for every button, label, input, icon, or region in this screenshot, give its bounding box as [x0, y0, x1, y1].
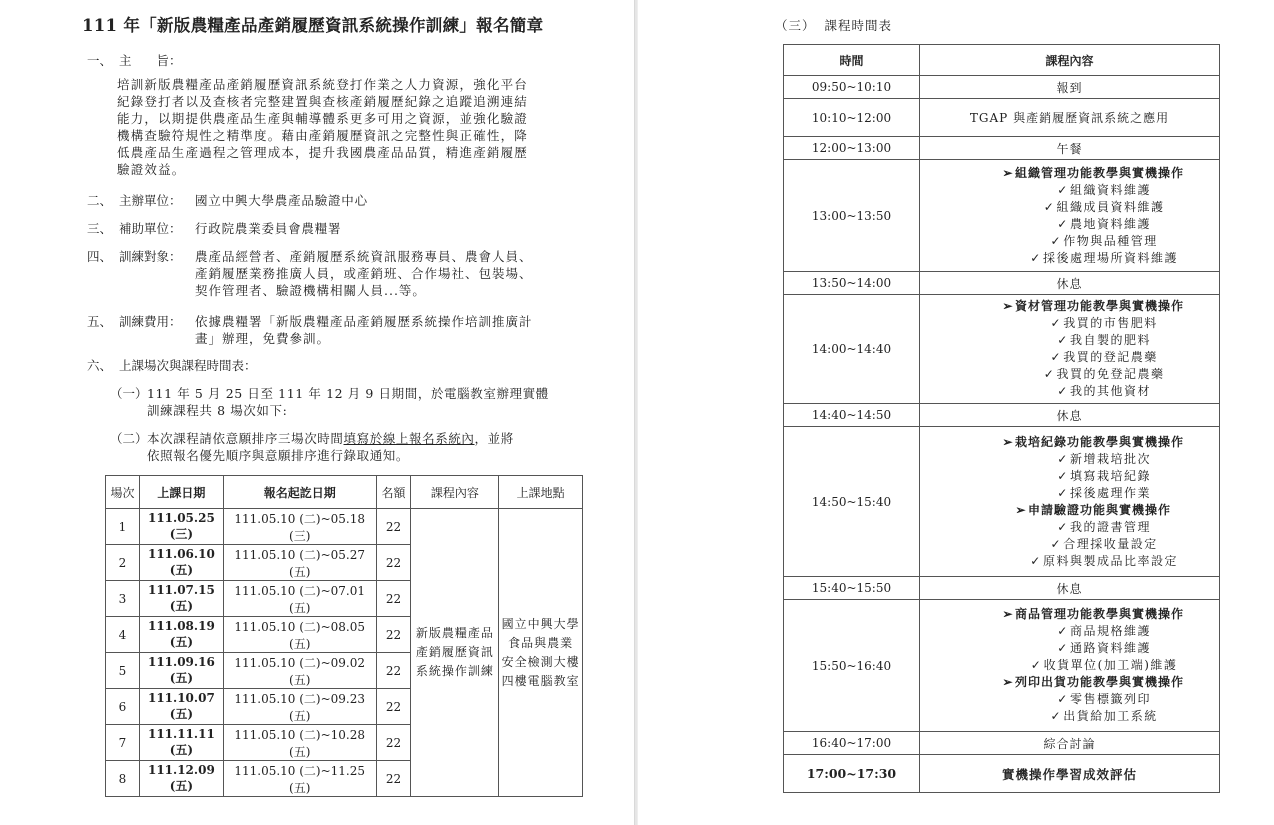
underlined-text: 填寫於線上報名系統內 — [343, 431, 475, 446]
quota: 22 — [376, 617, 411, 653]
module-item-text: 我買的市售肥料 — [1063, 316, 1158, 330]
class-date: 111.05.25 (三) — [139, 509, 223, 545]
section-number: 五、 — [87, 314, 113, 329]
check-icon: ✓ — [1057, 624, 1069, 638]
course-content: TGAP 與產銷履歷資訊系統之應用 — [920, 99, 1220, 137]
paragraph-line: 驗證效益。 — [117, 162, 186, 177]
module-item-text: 採後處理場所資料維護 — [1042, 250, 1178, 265]
section-label: 主 旨： — [119, 53, 182, 68]
section-number: 六、 — [87, 358, 113, 373]
schedule-subtitle — [775, 16, 892, 34]
target-lines — [195, 248, 533, 299]
session-number: 2 — [106, 545, 140, 581]
module-item-text: 我的證書管理 — [1069, 519, 1151, 534]
paragraph-line: 低農產品生產過程之管理成本，提升我國農產品品質，精進產銷履歷 — [117, 145, 529, 160]
session-number: 4 — [106, 617, 140, 653]
check-icon: ✓ — [1057, 216, 1069, 231]
module-item — [966, 383, 1219, 400]
class-date: 111.09.16 (五) — [139, 653, 223, 689]
module-item-text: 新增栽培批次 — [1069, 451, 1151, 466]
module-item — [966, 553, 1219, 570]
time-slot: 13:00~13:50 — [784, 160, 920, 272]
class-date: 111.08.19 (五) — [139, 617, 223, 653]
location-line: 國立中興大學 — [501, 616, 580, 631]
schedule-row — [784, 404, 1220, 427]
paragraph-line: 培訓新版農糧產品產銷履歷資訊系統登打作業之人力資源，強化平台 — [117, 77, 529, 92]
registration-period: 111.05.10 (二)~08.05 (五) — [223, 617, 376, 653]
module-item-text: 我買的登記農藥 — [1063, 350, 1158, 364]
section-label: 訓練對象： — [119, 249, 182, 264]
paragraph-line: 農產品經營者、產銷履歷系統資訊服務專員、農會人員、 — [195, 249, 533, 264]
module-item-text: 商品規格維護 — [1069, 624, 1151, 638]
check-icon: ✓ — [1057, 641, 1069, 655]
class-date: 111.10.07 (五) — [139, 689, 223, 725]
session-number: 1 — [106, 509, 140, 545]
course-content: 休息 — [920, 404, 1220, 427]
schedule-row — [784, 160, 1220, 272]
time-slot: 14:50~15:40 — [784, 427, 920, 577]
section-number: 三、 — [87, 221, 113, 236]
content-line: 產銷履歷資訊 — [415, 645, 494, 659]
session-number: 7 — [106, 725, 140, 761]
time-slot: 15:40~15:50 — [784, 577, 920, 600]
module-item-text: 通路資料維護 — [1069, 641, 1151, 655]
check-icon: ✓ — [1057, 451, 1069, 466]
content-line: 新版農糧產品 — [415, 626, 494, 640]
registration-period: 111.05.10 (二)~05.18 (三) — [223, 509, 376, 545]
module-item-text: 合理採收量設定 — [1063, 536, 1158, 551]
header-class-date: 上課日期 — [139, 476, 223, 509]
module-item — [966, 485, 1219, 502]
module-item-text: 我的其他資材 — [1069, 384, 1151, 398]
module-item — [966, 199, 1219, 216]
quota: 22 — [376, 581, 411, 617]
location-line: 安全檢測大樓 — [501, 654, 580, 669]
time-slot: 17:00~17:30 — [784, 755, 920, 793]
time-slot: 14:00~14:40 — [784, 295, 920, 404]
module-item-text: 組織資料維護 — [1069, 182, 1151, 197]
module-item — [966, 216, 1219, 233]
table-header-row — [784, 45, 1220, 76]
schedule-row — [784, 295, 1220, 404]
module-item — [966, 623, 1219, 640]
module-heading — [966, 298, 1219, 315]
module-item-text: 零售標籤列印 — [1069, 692, 1151, 706]
sub-item-text — [147, 385, 549, 419]
module-item-text: 填寫栽培紀錄 — [1069, 468, 1151, 483]
check-icon: ✓ — [1043, 367, 1056, 381]
check-icon: ✓ — [1030, 250, 1042, 265]
quota: 22 — [376, 653, 411, 689]
check-icon: ✓ — [1043, 199, 1056, 214]
quota: 22 — [376, 725, 411, 761]
sub-item-number: （二） — [110, 431, 148, 446]
class-date: 111.07.15 (五) — [139, 581, 223, 617]
text-part: 本次課程請依意願排序三場次時間 — [147, 431, 344, 446]
header-time: 時間 — [784, 45, 920, 76]
module-item-text: 出貨給加工系統 — [1063, 709, 1158, 723]
module-heading-text: 栽培紀錄功能教學與實機操作 — [1014, 434, 1184, 449]
module-item-text: 農地資料維護 — [1069, 216, 1151, 231]
check-icon: ✓ — [1057, 485, 1069, 500]
module-heading-text: 列印出貨功能教學與實機操作 — [1014, 675, 1184, 689]
section-value: 行政院農業委員會農糧署 — [195, 221, 342, 236]
arrow-bullet-icon: ➢ — [1002, 607, 1014, 621]
quota: 22 — [376, 761, 411, 797]
module-item-text: 我買的免登記農藥 — [1056, 367, 1165, 381]
course-content: 實機操作學習成效評估 — [920, 755, 1220, 793]
section-number: 四、 — [87, 249, 113, 264]
course-content-detail — [920, 160, 1220, 272]
course-content-cell — [411, 509, 499, 797]
course-content: 休息 — [920, 577, 1220, 600]
check-icon: ✓ — [1030, 658, 1043, 672]
module-heading — [966, 674, 1219, 691]
arrow-bullet-icon: ➢ — [1002, 434, 1014, 449]
time-slot: 09:50~10:10 — [784, 76, 920, 99]
time-slot: 15:50~16:40 — [784, 600, 920, 732]
course-content: 午餐 — [920, 137, 1220, 160]
schedule-row — [784, 137, 1220, 160]
time-slot: 10:10~12:00 — [784, 99, 920, 137]
section-label: 訓練費用： — [119, 314, 182, 329]
content-line: 系統操作訓練 — [415, 664, 494, 678]
schedule-table — [783, 44, 1220, 793]
purpose-paragraph — [117, 76, 547, 178]
module-heading — [966, 434, 1219, 451]
module-heading — [966, 165, 1219, 182]
schedule-row — [784, 427, 1220, 577]
module-heading-text: 申請驗證功能與實機操作 — [1027, 502, 1171, 517]
module-heading-text: 商品管理功能教學與實機操作 — [1014, 607, 1184, 621]
module-heading — [966, 606, 1219, 623]
time-slot: 13:50~14:00 — [784, 272, 920, 295]
sub-item-text — [147, 430, 514, 464]
course-content: 報到 — [920, 76, 1220, 99]
module-item — [966, 349, 1219, 366]
subtitle-number: （三） — [775, 18, 816, 33]
paragraph-line: 訓練課程共 8 場次如下: — [147, 403, 288, 418]
schedule-row — [784, 600, 1220, 732]
subtitle-text: 課程時間表 — [824, 18, 893, 33]
check-icon: ✓ — [1050, 709, 1063, 723]
paragraph-line — [147, 430, 514, 447]
schedule-row — [784, 755, 1220, 793]
schedule-row — [784, 577, 1220, 600]
module-item — [966, 233, 1219, 250]
schedule-row — [784, 76, 1220, 99]
module-item — [966, 451, 1219, 468]
fee-lines — [195, 313, 533, 347]
text-part: ，並將 — [474, 431, 514, 446]
session-number: 3 — [106, 581, 140, 617]
paragraph-line: 產銷履歷業務推廣人員，或產銷班、合作場社、包裝場、 — [195, 266, 533, 281]
header-registration-period: 報名起訖日期 — [223, 476, 376, 509]
location-cell — [499, 509, 583, 797]
module-heading — [966, 502, 1219, 519]
module-heading-text: 資材管理功能教學與實機操作 — [1014, 299, 1184, 313]
schedule-row — [784, 272, 1220, 295]
check-icon: ✓ — [1050, 316, 1063, 330]
module-item-text: 採後處理作業 — [1069, 485, 1151, 500]
module-heading-text: 組織管理功能教學與實機操作 — [1014, 165, 1184, 180]
check-icon: ✓ — [1030, 553, 1042, 568]
course-content-detail — [920, 295, 1220, 404]
check-icon: ✓ — [1050, 350, 1063, 364]
session-number: 5 — [106, 653, 140, 689]
course-content-detail — [920, 600, 1220, 732]
check-icon: ✓ — [1057, 468, 1069, 483]
section-label: 補助單位： — [119, 221, 182, 236]
module-item-text: 我自製的肥料 — [1069, 333, 1151, 347]
paragraph-line: 能力，以期提供農產品生產與輔導體系更多可用之資源，並強化驗證 — [117, 111, 529, 126]
arrow-bullet-icon: ➢ — [1015, 502, 1027, 517]
check-icon: ✓ — [1057, 182, 1069, 197]
arrow-bullet-icon: ➢ — [1002, 299, 1014, 313]
quota: 22 — [376, 545, 411, 581]
session-number: 8 — [106, 761, 140, 797]
header-course-content: 課程內容 — [920, 45, 1220, 76]
module-item-text: 收貨單位(加工端)維護 — [1043, 658, 1178, 672]
arrow-bullet-icon: ➢ — [1002, 165, 1014, 180]
sub-item-number: （一） — [110, 386, 148, 401]
header-location: 上課地點 — [499, 476, 583, 509]
check-icon: ✓ — [1057, 692, 1069, 706]
module-item — [966, 708, 1219, 725]
module-item — [966, 250, 1219, 267]
table-row — [106, 509, 583, 545]
time-slot: 16:40~17:00 — [784, 732, 920, 755]
paragraph-line: 依據農糧署「新版農糧產品產銷履歷系統操作培訓推廣計 — [195, 314, 533, 329]
registration-period: 111.05.10 (二)~10.28 (五) — [223, 725, 376, 761]
left-page — [0, 0, 634, 825]
arrow-bullet-icon: ➢ — [1002, 675, 1014, 689]
section-label: 上課場次與課程時間表： — [119, 358, 257, 373]
module-item — [966, 519, 1219, 536]
paragraph-line: 紀錄登打者以及查核者完整建置與查核產銷履歷紀錄之追蹤追溯連結 — [117, 94, 529, 109]
header-session: 場次 — [106, 476, 140, 509]
section-label: 主辦單位： — [119, 193, 182, 208]
check-icon: ✓ — [1050, 536, 1063, 551]
table-header-row — [106, 476, 583, 509]
module-item — [966, 366, 1219, 383]
check-icon: ✓ — [1057, 333, 1069, 347]
module-item-text: 作物與品種管理 — [1063, 233, 1158, 248]
module-item — [966, 182, 1219, 199]
session-number: 6 — [106, 689, 140, 725]
module-item — [966, 691, 1219, 708]
location-line: 四樓電腦教室 — [501, 673, 580, 688]
course-content-detail — [920, 427, 1220, 577]
document-title: 111 年「新版農糧產品產銷履歷資訊系統操作訓練」報名簡章 — [82, 16, 544, 35]
module-item-text: 原料與製成品比率設定 — [1042, 553, 1178, 568]
class-date: 111.06.10 (五) — [139, 545, 223, 581]
registration-period: 111.05.10 (二)~11.25 (五) — [223, 761, 376, 797]
module-item — [966, 332, 1219, 349]
module-item — [966, 640, 1219, 657]
header-quota: 名額 — [376, 476, 411, 509]
class-date: 111.11.11 (五) — [139, 725, 223, 761]
course-content: 休息 — [920, 272, 1220, 295]
paragraph-line: 契作管理者、驗證機構相關人員...等。 — [195, 283, 426, 298]
paragraph-line: 依照報名優先順序與意願排序進行錄取通知。 — [147, 448, 410, 463]
schedule-row — [784, 732, 1220, 755]
header-content: 課程內容 — [411, 476, 499, 509]
class-date: 111.12.09 (五) — [139, 761, 223, 797]
registration-period: 111.05.10 (二)~07.01 (五) — [223, 581, 376, 617]
quota: 22 — [376, 689, 411, 725]
course-content: 綜合討論 — [920, 732, 1220, 755]
time-slot: 12:00~13:00 — [784, 137, 920, 160]
location-line: 食品與農業 — [508, 635, 574, 650]
session-table — [105, 475, 583, 797]
time-slot: 14:40~14:50 — [784, 404, 920, 427]
check-icon: ✓ — [1050, 233, 1063, 248]
paragraph-line: 機構查驗符規性之精準度。藉由產銷履歷資訊之完整性與正確性，降 — [117, 128, 529, 143]
right-page — [638, 0, 1274, 825]
paragraph-line: 畫」辦理，免費參訓。 — [195, 331, 331, 346]
module-item — [966, 536, 1219, 553]
quota: 22 — [376, 509, 411, 545]
module-item — [966, 468, 1219, 485]
module-item — [966, 315, 1219, 332]
registration-period: 111.05.10 (二)~05.27 (五) — [223, 545, 376, 581]
section-number: 二、 — [87, 193, 113, 208]
paragraph-line: 111 年 5 月 25 日至 111 年 12 月 9 日期間，於電腦教室辦理實體 — [147, 386, 549, 401]
module-item-text: 組織成員資料維護 — [1056, 199, 1165, 214]
registration-period: 111.05.10 (二)~09.23 (五) — [223, 689, 376, 725]
registration-period: 111.05.10 (二)~09.02 (五) — [223, 653, 376, 689]
check-icon: ✓ — [1057, 384, 1069, 398]
schedule-row — [784, 99, 1220, 137]
check-icon: ✓ — [1057, 519, 1069, 534]
section-value: 國立中興大學農產品驗證中心 — [195, 193, 368, 208]
section-number: 一、 — [87, 53, 113, 68]
module-item — [966, 657, 1219, 674]
